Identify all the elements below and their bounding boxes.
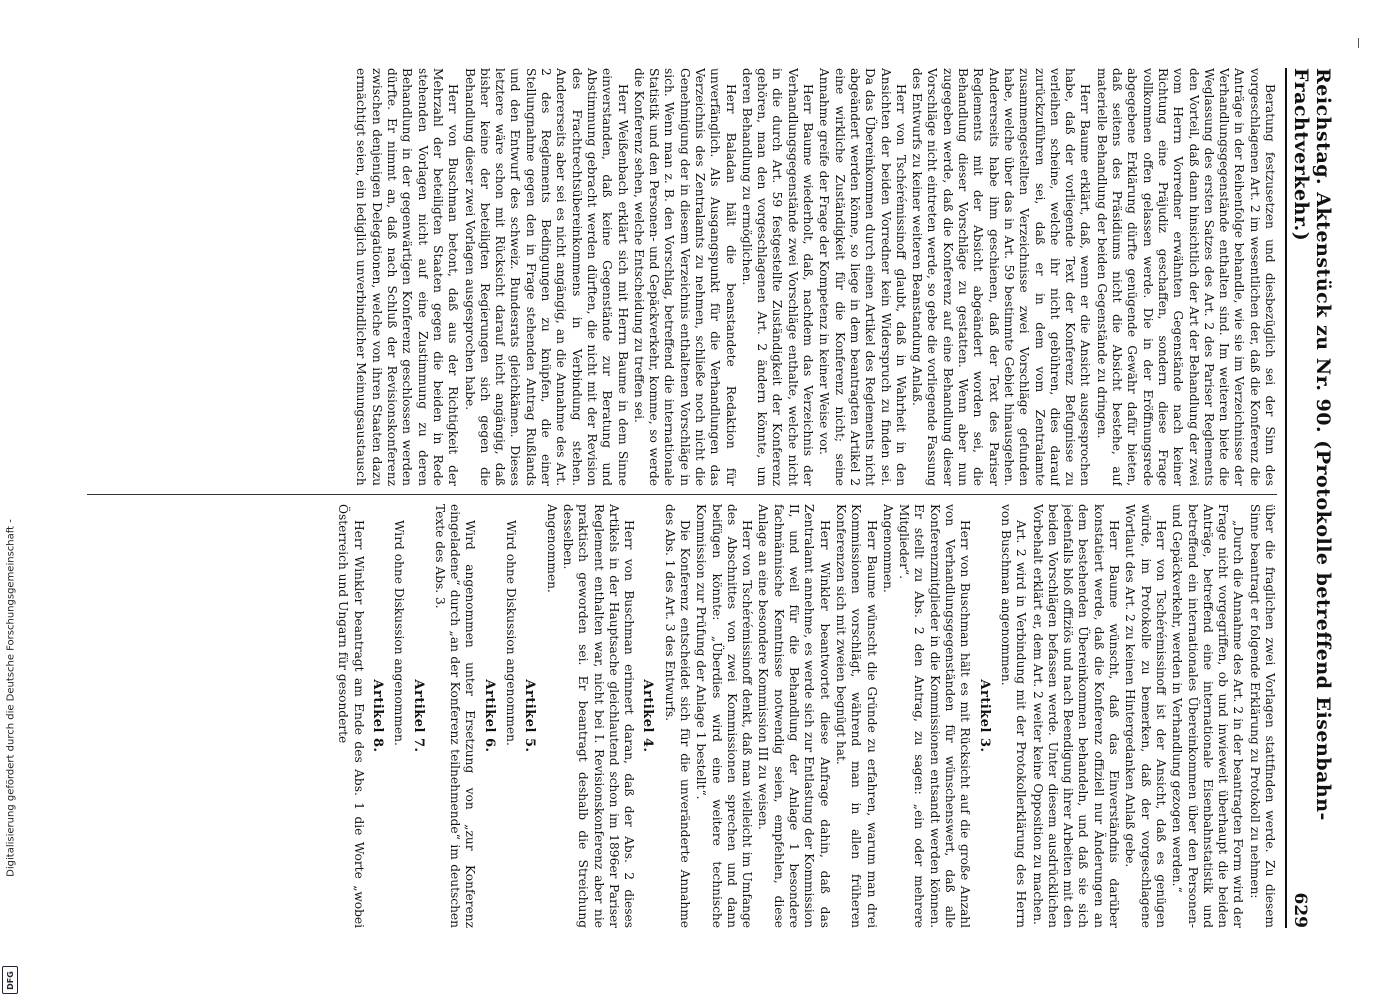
article-heading: Artikel 4. [640, 679, 656, 753]
digitization-note-text: Digitalisierung gefördert durch die Deutsche Forschungsgemeinschaft - [5, 519, 17, 877]
column-divider [87, 494, 1277, 495]
paragraph: Herr Baladan hält die beanstandete Redaktion für unverfänglich. Als Ausgangspunkt für die Verhandlungen das Verzeichnis des Zentralamts zu nehmen, schließe noch nicht die Genehmigung der in diesem Verzeichnis enthaltenen Vorschläge in sich. Wenn man z. B. den Vorschlag, betreffend die internationale Statistik und den Personen- und Gepäckverkehr, komme, so werde die Konferenz sehen, welche Entscheidung zu treffen sei. [631, 68, 738, 486]
right-column [87, 504, 1277, 928]
article-heading: Artikel 6. [481, 679, 497, 753]
dfg-logo-text: DFG [5, 970, 15, 990]
paragraph: Die Konferenz entscheidet sich für die unveränderte Annahme des Abs. 1 des Art. 3 des Entwurfs. [662, 504, 693, 928]
paragraph: Wird angenommen unter Ersetzung von „zur Konferenz eingeladene“ durch „an der Konferenz teilnehmende“ im deutschen Texte des Abs. 3. [432, 504, 478, 928]
paragraph: Angenommen. [544, 504, 559, 593]
article-heading: Artikel 5. [522, 679, 538, 753]
scanned-page [81, 68, 1334, 928]
paragraph: Herr von Tschérémissinoff ist der Ansicht, daß es genügen würde, im Protokolle zu bemerken, daß der vorgeschlagene Wortlaut des Art. 2 zu keinen Hintergedanken Anlaß gebe. [1123, 504, 1168, 928]
paragraph: Herr von Tschérémissinoff glaubt, daß in Wahrheit in den Ansichten der beiden Vorredner kein Widerspruch zu finden sei. Da das Übereinkommen durch einen Artikel des Reglements nicht abgeändert werden könne, so liege in dem beantragten Artikel 2 eine wirkliche Zuständigkeit für die Konferenz nicht; seine Annahme greife der Frage der Kompetenz in keiner Weise vor. [817, 68, 908, 486]
digitization-note [2, 400, 20, 996]
paragraph: Herr von Buschman hält es mit Rücksicht auf die große Anzahl von Verhandlungsgegenständen für wünschenswert, daß alle Konferenzmitglieder in die Kommissionen entsandt werden können. Er stellt zu Abs. 2 den Antrag, zu sagen: „ein oder mehrere Mitglieder“. [897, 504, 973, 928]
paragraph: über die fraglichen zwei Vorlagen stattfinden werde. Zu diesem Sinne beantragt er folgende Erklärung zu Protokoll zu nehmen: [1247, 504, 1277, 928]
paragraph: Herr Winkler beantwortet diese Anfrage dahin, daß das Zentralamt annehme, es werde sich zur Entlastung der Kommission II, und weil für die Behandlung der Anlage 1 besondere fachmännische Kenntnisse notwendig seien, empfehlen, diese Anlage an eine besondere Kommission III zu weisen. [756, 504, 832, 928]
paragraph: „Durch die Annahme des Art. 2 in der beantragten Form wird der Frage nicht vorgegriffen, ob und inwieweit überhaupt die beiden Anträge, betreffend eine internationale Eisenbahnstatistik und betreffend ein internationales Übereinkommen über den Personen- und Gepäckverkehr, werden in Verhandlung gezogen werden.“ [1170, 504, 1246, 928]
paragraph: Beratung festzusetzen und diesbezüglich sei der Sinn des vorgeschlagenen Art. 2 im wesentlichen der, daß die Konferenz die Anträge in der Reihenfolge behandle, wie sie im Verzeichnisse der Verhandlungsgegenstände enthalten sind. Im weiteren biete die Weglassung des ersten Satzes des Art. 2 des Pariser Reglements den Vorteil, daß dann hinsichtlich der Art der Behandlung der zwei vom Herrn Vorredner erwähnten Gegenstände nach keiner Richtung eine Präjudiz geschaffen, sondern diese Frage vollkommen offen gelassen werde. Die in der Eröffnungsrede abgegebene Erklärung dürfte genügende Gewähr dafür bieten, daß seitens des Präsidiums nicht die Absicht bestehe, auf materielle Behandlung der beiden Gegenstände zu dringen. [1094, 68, 1277, 486]
paragraph: Wird ohne Diskussion angenommen. [504, 520, 519, 746]
paragraph: Herr von Tschérémissinoff denkt, daß man vielleicht im Umfange des Abschnittes von zwei Kommissionen sprechen und dann beifügen könnte: „Überdies wird eine weitere technische Kommission zur Prüfung der Anlage 1 bestellt“. [694, 504, 755, 928]
paragraph: Herr von Buschman betont, daß aus der Richtigkeit der Mehrzahl der beteiligten Staaten gegen die beiden in Rede stehenden Vorlagen nicht auf eine Zustimmung zu deren Behandlung in der gegenwärtigen Konferenz geschlossen werden dürfte. Er nimmt an, daß nach Schluß der Revisionskonferenz zwischen denjenigen Delegationen, welche von ihren Staaten dazu ermächtigt seien, ein lediglich unverbindlicher Meinungsaustausch [354, 68, 461, 486]
paragraph: Herr Baume wiederholt, daß, nachdem das Verzeichnis der Verhandlungsgegenstände zwei Vorschläge enthalte, welche nicht in die durch Art. 59 festgestellte Zuständigkeit der Konferenz gehören, man den vorgeschlagenen Art. 2 ändern könnte, um deren Behandlung zu ermöglichen. [739, 68, 816, 486]
article-heading: Artikel 3. [976, 679, 992, 753]
scan-mark [1358, 38, 1359, 48]
dfg-logo [2, 966, 18, 994]
page-title: Reichstag. Aktenstück zu Nr. 90. (Protokolle betreffend Eisenbahn-Frachtverkehr.) [1290, 68, 1334, 821]
paragraph: Herr Baume wünscht die Gründe zu erfahren, warum man drei Kommissionen vorschlägt, während man in allen früheren Konferenzen sich mit zweien begnügt hat. [833, 504, 879, 928]
article-heading: Artikel 7. [410, 679, 426, 753]
paragraph: Herr Baume erklärt, daß, wenn er die Ansicht ausgesprochen habe, daß der vorliegende Text der Konferenz Befugnisse zu verleihen scheine, welche ihr nicht gebühren, dies darauf zurückzuführen sei, daß er in dem vom Zentralamte zusammengestellten Verzeichnisse zwei Vorschläge gefunden habe, welche über das in Art. 59 bestimmte Gebiet hinausgehen. Andererseits habe ihm geschienen, daß der Text des Pariser Reglements mit der Absicht abgeändert worden sei, die Behandlung dieser Vorschläge zu gestatten. Wenn aber nun zugegeben werde, daß die Konferenz auf eine Behandlung dieser Vorschläge nicht eintreten werde, so gebe die vorliegende Fassung des Entwurfs zu keiner weiteren Beanstandung Anlaß. [910, 68, 1093, 486]
left-column [87, 68, 1277, 486]
paragraph: Art. 2 wird in Verbindung mit der Protokollerklärung des Herrn von Buschman angenommen. [998, 504, 1029, 928]
paragraph: Herr Winkler beantragt am Ende des Abs. 1 die Worte „wobei Österreich und Ungarn für gesonderte [336, 504, 366, 928]
page-content [81, 68, 1334, 928]
paragraph: Herr Baume wünscht, daß das Einverständnis darüber konstatiert werde, daß die Konferenz offiziell nur Änderungen an dem bestehenden Übereinkommen behandeln, und daß sie sich jedenfalls bloß offiziös und nach Beendigung ihrer Arbeiten mit den beiden Vorschlägen befassen werde. Unter diesem ausdrücklichen Vorbehalt erklärt er, dem Art. 2 weiter keine Opposition zu machen. [1030, 504, 1122, 928]
paragraph: Wird ohne Diskussion angenommen. [392, 520, 407, 746]
paragraph: Herr von Buschman erinnert daran, daß der Abs. 2 dieses Artikels in der Hauptsache gleichlautend schon im 1896er Pariser Reglement enthalten war, nicht bei I. Revisionskonferenz aber nie praktisch geworden sei. Er beantragt deshalb die Streichung desselben. [560, 504, 637, 928]
paragraph: Herr Weißenbach erklärt sich mit Herrn Baume in dem Sinne einverstanden, daß keine Gegenstände zur Beratung und Abstimmung gebracht werden dürften, die nicht mit der Revision des Frachtrechtsübereinkommens in Verbindung stehen. Andererseits aber sei es nicht angängig, an die Annahme des Art. 2 des Reglements Bedingungen zu knüpfen, die einer Stellungnahme gegen den in Frage stehenden Antrag Rußlands und den Entwurf des schweiz. Bundesrats gleichkämen. Dieses letztere wäre schon mit Rücksicht darauf nicht angängig, daß bisher keine der beteiligten Regierungen sich gegen die Behandlung dieser zwei Vorlagen ausgesprochen habe. [462, 68, 630, 486]
page-number: 629 [1290, 892, 1310, 928]
article-heading: Artikel 8. [369, 679, 385, 753]
page-header [1285, 68, 1334, 928]
paragraph: Angenommen. [880, 504, 895, 593]
